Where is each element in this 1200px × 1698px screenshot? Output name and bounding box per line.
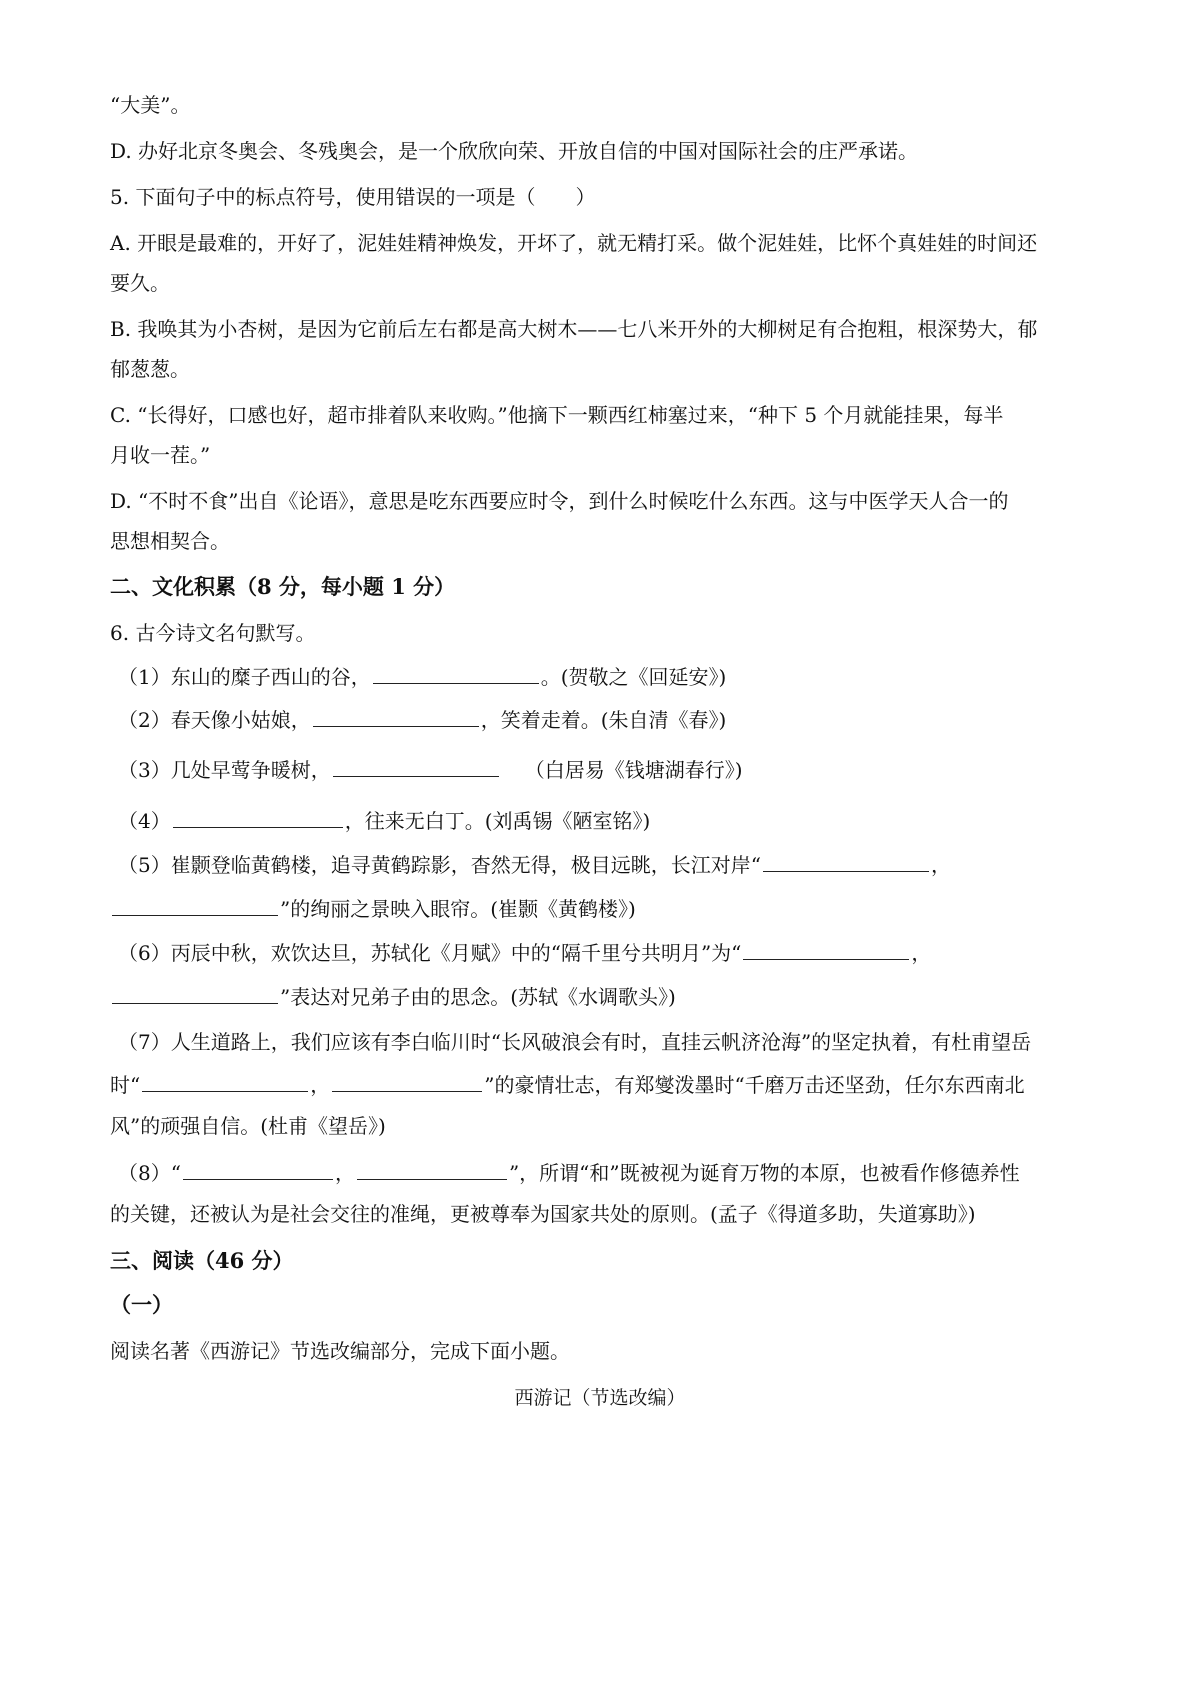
option-d-cont: 思想相契合。 [110, 529, 230, 553]
question-6: 6. 古今诗文名句默写。 [110, 621, 316, 645]
subquestion-7-cont [110, 1071, 1110, 1098]
text: ”，所谓“和”既被视为诞育万物的本原，也被看作修德养性 [508, 1161, 1020, 1185]
subquestion-7-end: 风”的顽强自信。(杜甫《望岳》) [110, 1114, 386, 1138]
text: ”的绚丽之景映入眼帘。(崔颢《黄鹤楼》) [280, 897, 636, 921]
text: 时“ [110, 1073, 141, 1097]
answer-blank[interactable] [183, 1159, 333, 1180]
answer-blank[interactable] [112, 895, 278, 916]
text: ，笑着走着。(朱自清《春》) [480, 708, 727, 732]
section-heading-3: 三、阅读（46 分） [110, 1248, 294, 1273]
answer-blank[interactable] [112, 983, 278, 1004]
answer-blank[interactable] [332, 1071, 482, 1092]
option-a: A. 开眼是最难的，开好了，泥娃娃精神焕发，开坏了，就无精打采。做个泥娃娃，比怀个真娃娃的时间还 [110, 231, 1038, 255]
subquestion-1 [118, 663, 1118, 690]
text: ， [310, 1073, 331, 1097]
subquestion-8-cont: 的关键，还被认为是社会交往的准绳，更被尊奉为国家共处的原则。(孟子《得道多助，失道寡助》) [110, 1202, 976, 1226]
answer-blank[interactable] [357, 1159, 507, 1180]
subquestion-6 [118, 939, 1118, 966]
text: ，往来无白丁。(刘禹锡《陋室铭》) [344, 809, 651, 833]
subsection-1: （一） [110, 1292, 173, 1317]
text: ， [930, 853, 951, 877]
text: （6）丙辰中秋，欢饮达旦，苏轼化《月赋》中的“隔千里兮共明月”为“ [118, 941, 742, 965]
option-a-cont: 要久。 [110, 271, 170, 295]
subquestion-8 [118, 1159, 1118, 1186]
answer-blank[interactable] [173, 807, 343, 828]
subquestion-5-cont [110, 895, 1110, 922]
answer-blank[interactable] [743, 939, 909, 960]
text: ， [911, 941, 932, 965]
reading-intro: 阅读名著《西游记》节选改编部分，完成下面小题。 [110, 1339, 570, 1363]
answer-blank[interactable] [313, 706, 479, 727]
option-d-q4: D. 办好北京冬奥会、冬残奥会，是一个欣欣向荣、开放自信的中国对国际社会的庄严承诺。 [110, 139, 919, 163]
subquestion-4 [118, 807, 1118, 834]
text: （白居易《钱塘湖春行》) [524, 758, 743, 782]
option-b-cont: 郁葱葱。 [110, 357, 190, 381]
text: （1）东山的糜子西山的谷， [118, 665, 371, 689]
subquestion-3 [118, 756, 1118, 783]
option-b: B. 我唤其为小杏树，是因为它前后左右都是高大树木——七八米开外的大柳树足有合抱粗，根深势大，郁 [110, 317, 1038, 341]
passage-title: 西游记（节选改编） [514, 1387, 686, 1409]
text: ， [334, 1161, 355, 1185]
option-d: D. “不时不食”出自《论语》，意思是吃东西要应时令，到什么时候吃什么东西。这与中医学天人合一的 [110, 489, 1009, 513]
text: ”的豪情壮志，有郑燮泼墨时“千磨万击还坚劲，任尔东西南北 [484, 1073, 1025, 1097]
text: （8）“ [118, 1161, 181, 1185]
option-c-cont: 月收一茬。” [110, 443, 211, 467]
answer-blank[interactable] [142, 1071, 308, 1092]
text: ”表达对兄弟子由的思念。(苏轼《水调歌头》) [280, 985, 676, 1009]
text-line: “大美”。 [110, 93, 191, 117]
answer-blank[interactable] [373, 663, 539, 684]
answer-blank[interactable] [763, 851, 929, 872]
text: （2）春天像小姑娘， [118, 708, 311, 732]
subquestion-6-cont [110, 983, 1110, 1010]
text: （3）几处早莺争暖树， [118, 758, 331, 782]
answer-blank[interactable] [333, 756, 499, 777]
subquestion-7: （7）人生道路上，我们应该有李白临川时“长风破浪会有时，直挂云帆济沧海”的坚定执着，有杜甫望岳 [118, 1030, 1032, 1054]
text: （5）崔颢登临黄鹤楼，追寻黄鹤踪影，杳然无得，极目远眺，长江对岸“ [118, 853, 761, 877]
text: 。(贺敬之《回延安》) [540, 665, 727, 689]
section-heading-2: 二、文化积累（8 分，每小题 1 分） [110, 574, 456, 599]
option-c: C. “长得好，口感也好，超市排着队来收购。”他摘下一颗西红柿塞过来，“种下 5 个月就能挂果，每半 [110, 403, 1004, 427]
subquestion-5 [118, 851, 1118, 878]
question-5: 5. 下面句子中的标点符号，使用错误的一项是（ ） [110, 185, 596, 209]
subquestion-2 [118, 706, 1118, 733]
text: （4） [118, 809, 171, 833]
